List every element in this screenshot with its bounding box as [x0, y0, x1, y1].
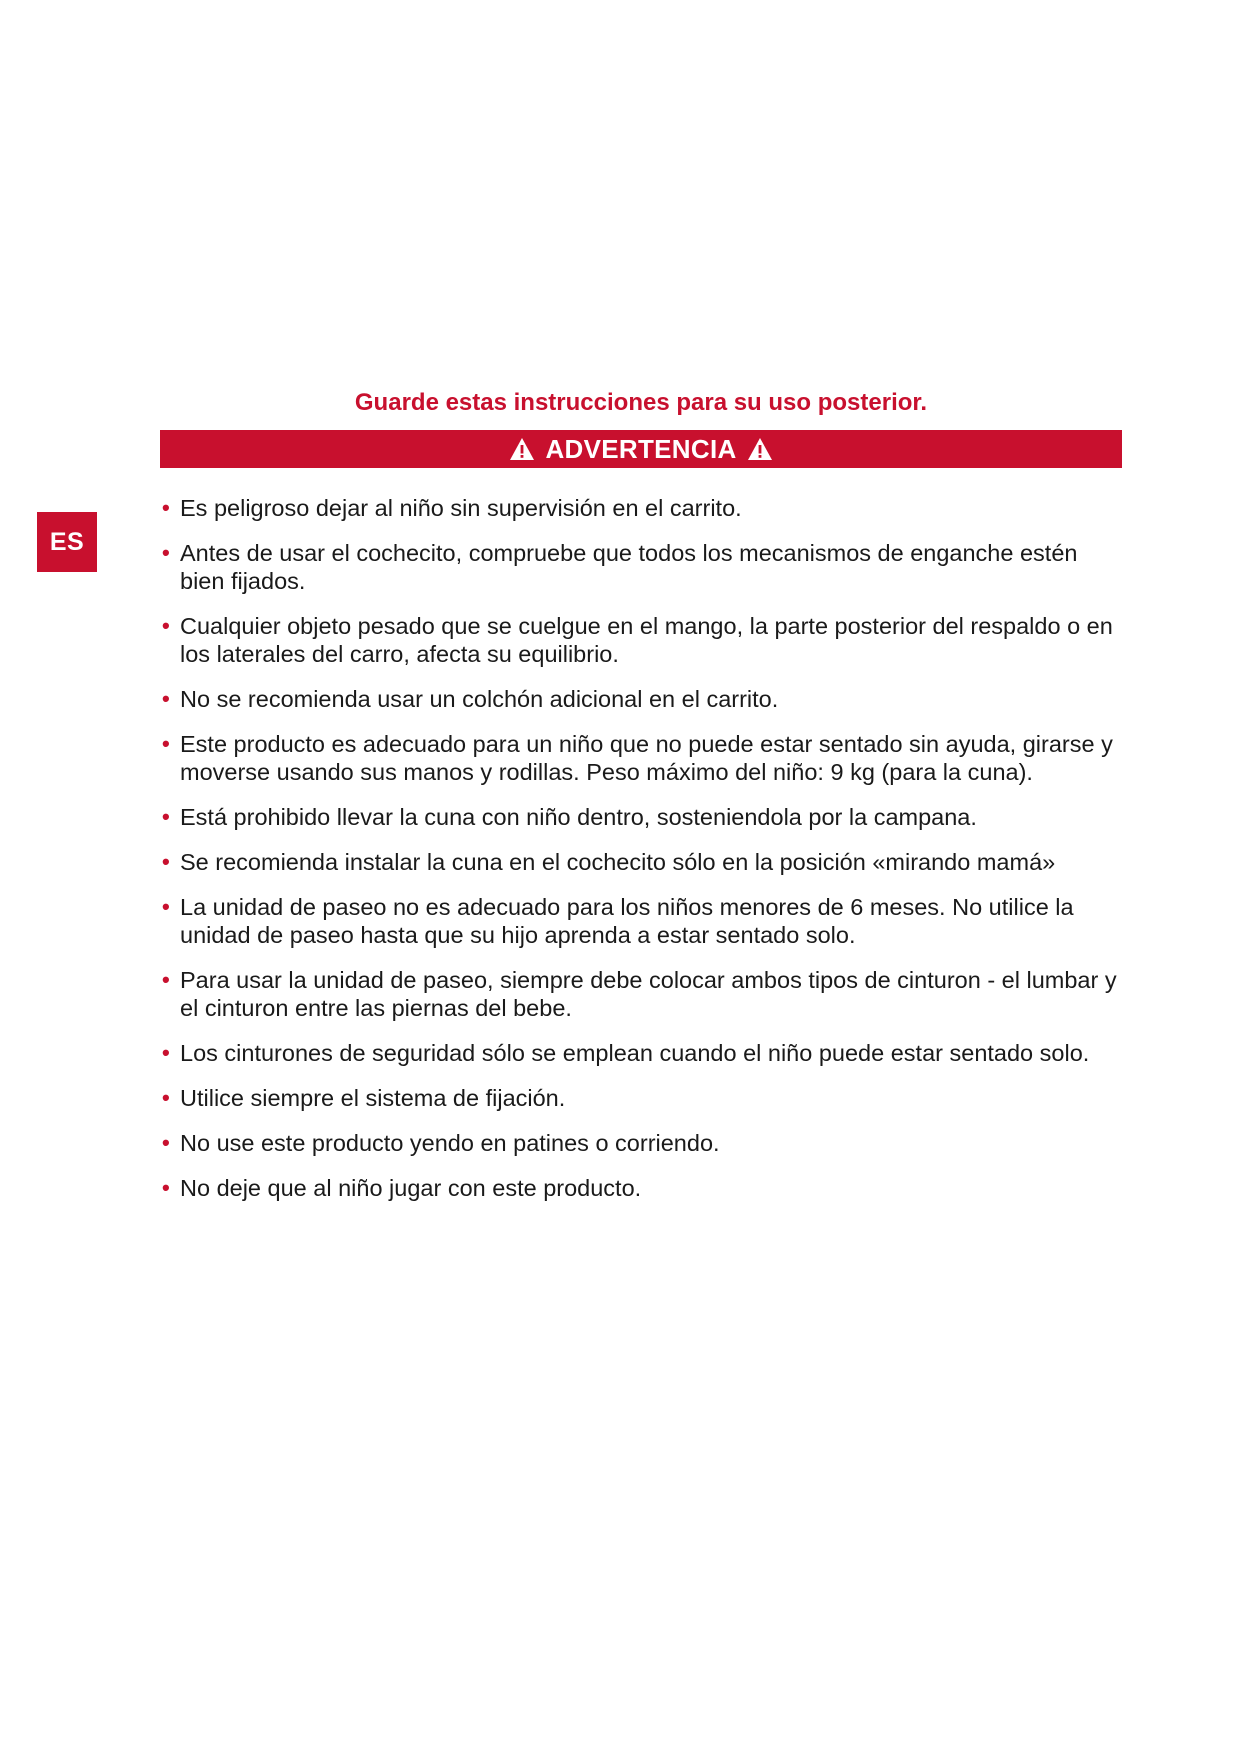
warning-item [160, 730, 1120, 786]
bullet: • [162, 1130, 170, 1155]
bullet: • [162, 894, 170, 919]
warning-item [160, 803, 1120, 831]
warning-item [160, 1129, 1120, 1157]
bullet: • [162, 849, 170, 874]
warning-text: No se recomienda usar un colchón adicional en el carrito. [180, 686, 779, 712]
warning-item [160, 685, 1120, 713]
save-instructions-note: Guarde estas instrucciones para su uso posterior. [354, 389, 928, 416]
bullet: • [162, 540, 170, 565]
warning-text: La unidad de paseo no es adecuado para los niños menores de 6 meses. No utilice la unidad de paseo hasta que su hijo aprenda a estar sentado solo. [180, 894, 1074, 948]
bullet: • [162, 804, 170, 829]
warning-text: Este producto es adecuado para un niño que no puede estar sentado sin ayuda, girarse y moverse usando sus manos y rodillas. Peso máximo del niño: 9 kg (para la cuna). [180, 731, 1113, 785]
warning-item [160, 1039, 1120, 1067]
bullet: • [162, 1175, 170, 1200]
warning-item [160, 966, 1120, 1022]
warning-item [160, 539, 1120, 595]
warning-triangle-icon [509, 437, 535, 461]
warning-banner [160, 430, 1122, 468]
warning-triangle-icon [747, 437, 773, 461]
warning-text: Es peligroso dejar al niño sin supervisión en el carrito. [180, 495, 742, 521]
bullet: • [162, 686, 170, 711]
bullet: • [162, 967, 170, 992]
warning-text: Los cinturones de seguridad sólo se emplean cuando el niño puede estar sentado solo. [180, 1040, 1090, 1066]
warning-text: No use este producto yendo en patines o corriendo. [180, 1130, 720, 1156]
warning-text: Utilice siempre el sistema de fijación. [180, 1085, 566, 1111]
bullet: • [162, 1040, 170, 1065]
warning-item [160, 1084, 1120, 1112]
warning-text: Antes de usar el cochecito, compruebe que todos los mecanismos de enganche estén bien fijados. [180, 540, 1078, 594]
warning-text: No deje que al niño jugar con este producto. [180, 1175, 642, 1201]
bullet: • [162, 495, 170, 520]
warning-title: ADVERTENCIA [545, 433, 737, 464]
warning-item [160, 1174, 1120, 1202]
warning-list [160, 494, 1120, 1219]
warning-item [160, 494, 1120, 522]
language-tab: ES [37, 512, 97, 572]
warning-item [160, 612, 1120, 668]
warning-item [160, 893, 1120, 949]
warning-text: Se recomienda instalar la cuna en el cochecito sólo en la posición «mirando mamá» [180, 849, 1056, 875]
bullet: • [162, 613, 170, 638]
bullet: • [162, 731, 170, 756]
bullet: • [162, 1085, 170, 1110]
warning-text: Para usar la unidad de paseo, siempre debe colocar ambos tipos de cinturon - el lumbar y el cinturon entre las piernas del bebe. [180, 967, 1117, 1021]
warning-item [160, 848, 1120, 876]
warning-text: Cualquier objeto pesado que se cuelgue en el mango, la parte posterior del respaldo o en los laterales del carro, afecta su equilibrio. [180, 613, 1113, 667]
warning-text: Está prohibido llevar la cuna con niño dentro, sosteniendola por la campana. [180, 804, 977, 830]
